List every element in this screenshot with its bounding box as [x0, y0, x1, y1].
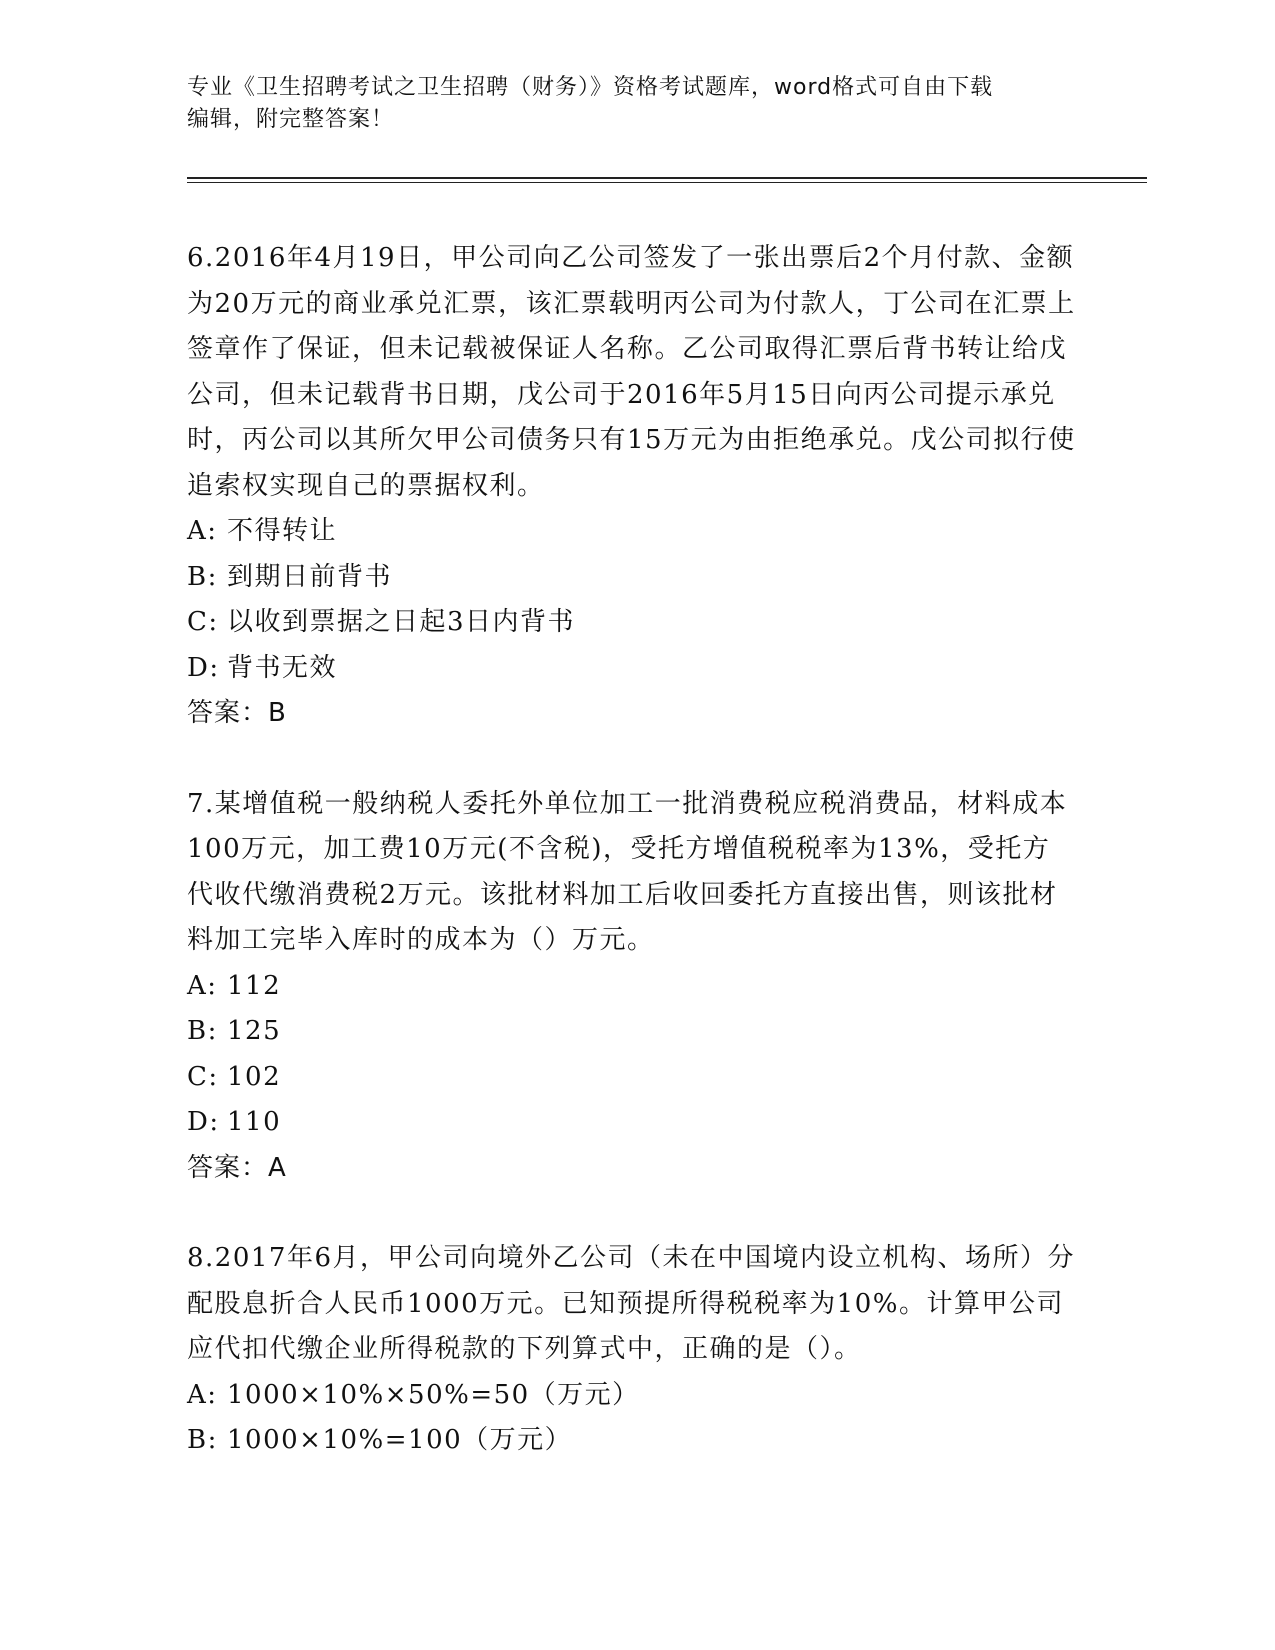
option-key: C:	[187, 1061, 219, 1092]
option-key: A:	[187, 516, 218, 546]
option-a	[187, 509, 1077, 555]
option-key: A:	[187, 1379, 218, 1410]
option-text: 125	[227, 1016, 282, 1046]
option-a	[187, 964, 1077, 1010]
option-key: D:	[187, 1107, 220, 1137]
option-c	[187, 1055, 1077, 1101]
question-text: 8.2017年6月，甲公司向境外乙公司（未在中国境内设立机构、场所）分配股息折合人民币1000万元。已知预提所得税税率为10%。计算甲公司应代扣代缴企业所得税款的下列算式中，正确的是（）。	[187, 1243, 1076, 1364]
option-text: 到期日前背书	[227, 561, 393, 592]
option-text: 以收到票据之日起3日内背书	[227, 607, 576, 637]
header-divider-thin	[187, 182, 1147, 183]
option-key: B:	[187, 1016, 218, 1046]
option-b	[187, 1009, 1077, 1055]
option-b	[187, 1418, 1077, 1464]
header-line-2: 编辑，附完整答案！	[187, 107, 395, 132]
option-text: 110	[227, 1107, 282, 1137]
question-list	[187, 236, 1077, 1464]
option-a	[187, 1373, 1077, 1419]
option-key: B:	[187, 561, 218, 592]
option-text: 背书无效	[227, 652, 338, 683]
question-text: 7.某增值税一般纳税人委托外单位加工一批消费税应税消费品，材料成本100万元，加工费10万元(不含税)，受托方增值税税率为13%，受托方代收代缴消费税2万元。该批材料加工后收回委托方直接出售，则该批材料加工完毕入库时的成本为（）万元。	[187, 788, 1068, 955]
option-b	[187, 555, 1077, 601]
answer-line: 答案：A	[187, 1152, 287, 1183]
question-spacer	[187, 1191, 1077, 1236]
question-text: 6.2016年4月19日，甲公司向乙公司签发了一张出票后2个月付款、金额为20万元的商业承兑汇票，该汇票载明丙公司为付款人，丁公司在汇票上签章作了保证，但未记载被保证人名称。乙公司取得汇票后背书转让给戊公司，但未记载背书日期，戊公司于2016年5月15日向丙公司提示承兑时，丙公司以其所欠甲公司债务只有15万元为由拒绝承兑。戊公司拟行使追索权实现自己的票据权利。	[187, 243, 1076, 501]
option-text: 112	[227, 970, 282, 1001]
option-c	[187, 600, 1077, 646]
option-d	[187, 646, 1077, 692]
option-key: B:	[187, 1425, 218, 1455]
option-d	[187, 1100, 1077, 1146]
question-7	[187, 782, 1077, 1192]
option-text: 1000×10%=100（万元）	[227, 1425, 573, 1455]
question-spacer	[187, 737, 1077, 782]
question-6	[187, 236, 1077, 737]
option-text: 1000×10%×50%=50（万元）	[227, 1379, 640, 1410]
option-text: 102	[227, 1061, 282, 1092]
option-key: D:	[187, 652, 220, 683]
option-key: C:	[187, 607, 219, 637]
option-key: A:	[187, 970, 218, 1001]
question-8	[187, 1236, 1077, 1464]
option-text: 不得转让	[227, 516, 338, 546]
header-divider-thick	[187, 177, 1147, 179]
answer-line: 答案：B	[187, 698, 287, 728]
header-line-1: 专业《卫生招聘考试之卫生招聘（财务）》资格考试题库，word格式可自由下载	[187, 75, 994, 100]
document-header	[187, 72, 1067, 136]
